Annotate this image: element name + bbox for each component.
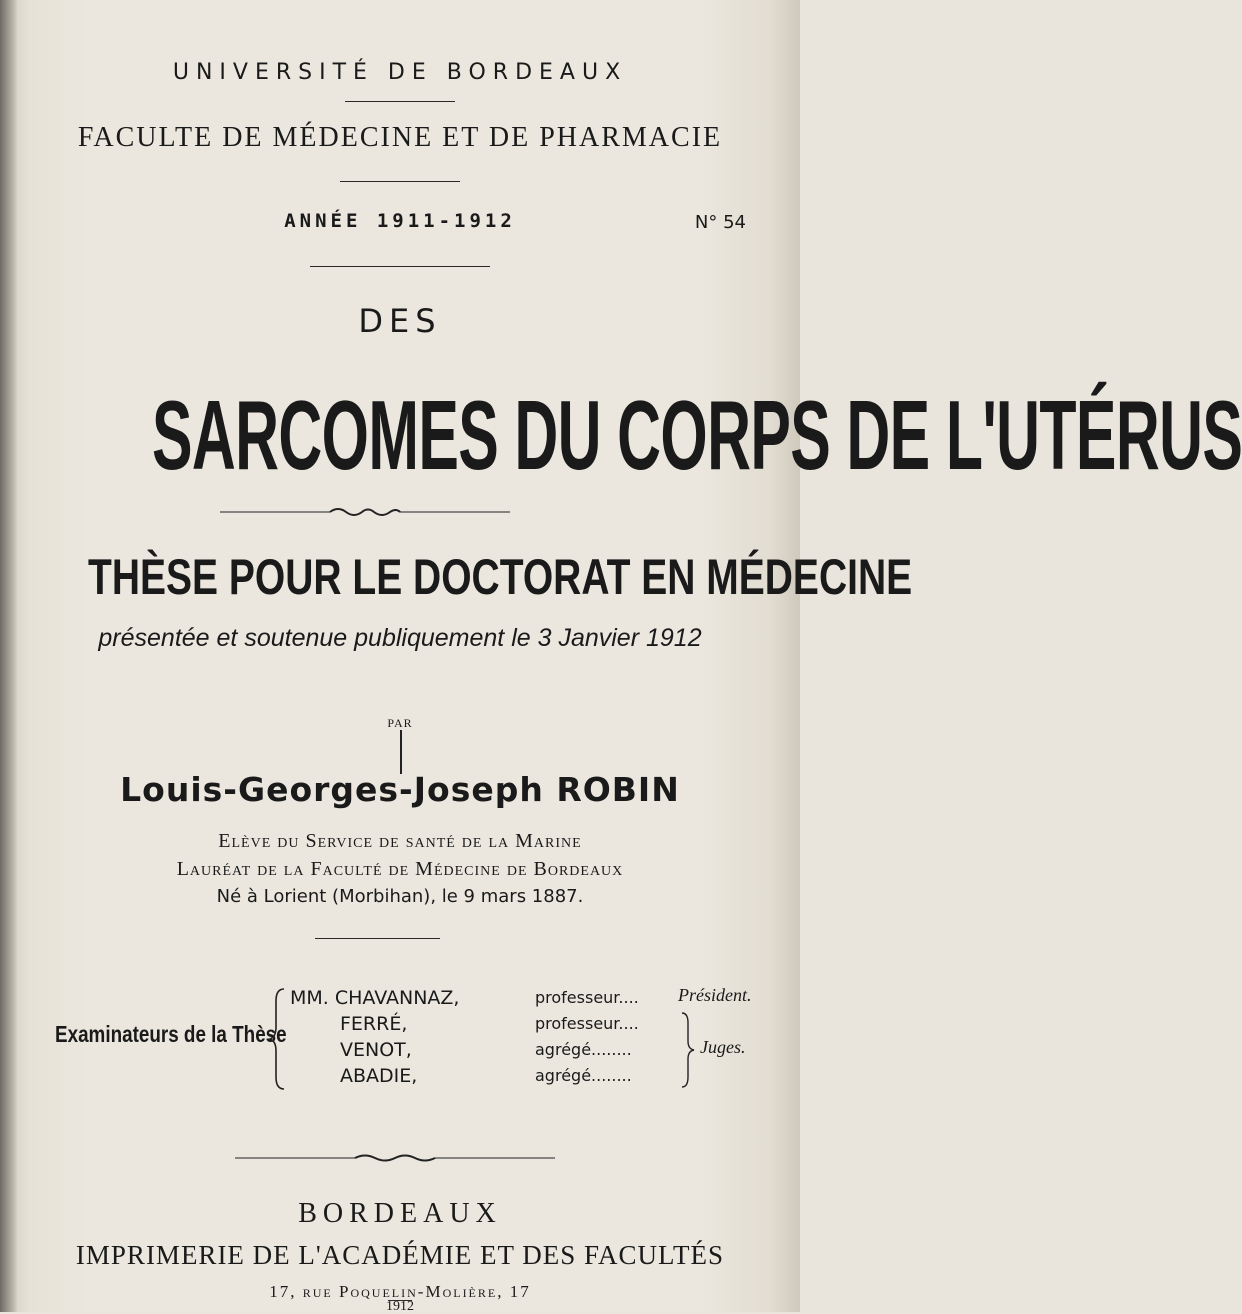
- jury-member-name: VENOT,: [340, 1039, 412, 1061]
- jury-member-title: agrégé........: [535, 1066, 632, 1085]
- author-name: Louis-Georges-Joseph ROBIN: [120, 770, 680, 809]
- imprint-year: 1912: [386, 1299, 414, 1314]
- jury-member-name: MM. CHAVANNAZ,: [290, 987, 460, 1009]
- divider-rule: [310, 266, 490, 267]
- main-title: SARCOMES DU CORPS DE L'UTÉRUS: [152, 380, 1242, 490]
- author-birth: Né à Lorient (Morbihan), le 9 mars 1887.: [216, 886, 584, 907]
- judges-label: Juges.: [700, 1037, 746, 1057]
- par-label: PAR: [387, 716, 413, 730]
- author-credential-2: Lauréat de la Faculté de Médecine de Bordeaux: [176, 858, 624, 880]
- par-connector-line: [400, 730, 402, 774]
- jury-member-title: professeur....: [535, 1014, 639, 1033]
- title-prefix: DES: [358, 302, 442, 340]
- jury-member-name: FERRÉ,: [340, 1013, 408, 1035]
- divider-rule: [315, 938, 440, 939]
- jury-member-title: agrégé........: [535, 1040, 632, 1059]
- jury-titles: [535, 985, 639, 1089]
- jury-names: [290, 985, 459, 1089]
- ornament-rule: [235, 1152, 555, 1164]
- book-spine-shadow: [0, 0, 18, 1312]
- imprint-printer: IMPRIMERIE DE L'ACADÉMIE ET DES FACULTÉS: [75, 1240, 725, 1270]
- jury-member-name: ABADIE,: [340, 1065, 418, 1087]
- left-brace: [268, 987, 288, 1091]
- presentation-line: présentée et soutenue publiquement le 3 Janvier 1912: [98, 624, 702, 652]
- year-row: [0, 210, 800, 240]
- right-brace: [680, 1011, 696, 1089]
- ornament-rule: [220, 504, 510, 520]
- university-name: UNIVERSITÉ DE BORDEAUX: [172, 60, 628, 85]
- divider-rule: [345, 101, 455, 102]
- examiners-label: Examinateurs de la Thèse: [55, 1021, 287, 1047]
- president-label: Président.: [678, 985, 752, 1005]
- faculty-name: FACULTE DE MÉDECINE ET DE PHARMACIE: [77, 122, 723, 153]
- imprint-city: BORDEAUX: [298, 1198, 502, 1229]
- jury-block: [0, 985, 800, 1105]
- jury-member-title: professeur....: [535, 988, 639, 1007]
- author-credential-1: Elève du Service de santé de la Marine: [218, 830, 582, 852]
- thesis-number: N° 54: [694, 212, 746, 233]
- imprint-street: 17, rue Poquelin-Molière, 17: [269, 1282, 531, 1301]
- academic-year: ANNÉE 1911-1912: [284, 210, 516, 232]
- divider-rule: [340, 181, 460, 182]
- thesis-heading: THÈSE POUR LE DOCTORAT EN MÉDECINE: [88, 549, 913, 605]
